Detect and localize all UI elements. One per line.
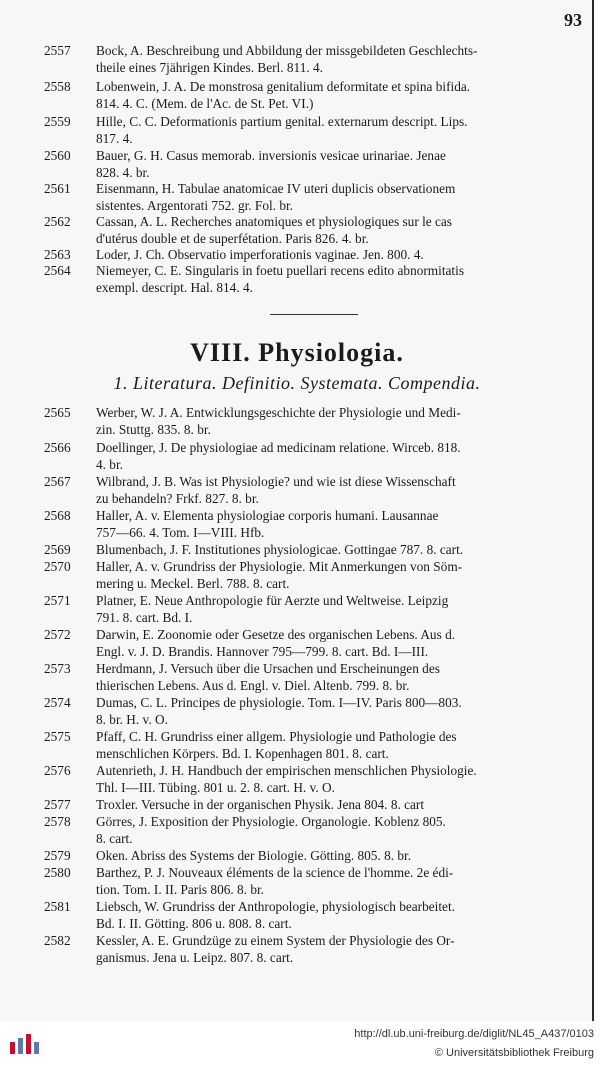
entry-text: Bock, A. Beschreibung und Abbildung der missgebildeten Geschlechts- theile eines 7jährigen Kindes. Berl. 811. 4.: [96, 43, 478, 75]
entry-number: 2575: [44, 729, 71, 744]
entry-text: Haller, A. v. Grundriss der Physiologie. Mit Anmerkungen von Söm- mering u. Meckel. Berl. 788. 8. cart.: [96, 559, 463, 591]
entry-number: 2559: [44, 114, 71, 129]
entry-text: Niemeyer, C. E. Singularis in foetu puellari recens edito abnormitatis exempl. descript. Hal. 814. 4.: [96, 263, 464, 295]
bibliography-entry: [44, 694, 588, 728]
entry-text: Dumas, C. L. Principes de physiologie. Tom. I—IV. Paris 800—803. 8. br. H. v. O.: [96, 695, 462, 727]
bibliography-entry: [44, 864, 588, 898]
bibliography-entry: [44, 507, 588, 541]
entry-text: Görres, J. Exposition der Physiologie. Organologie. Koblenz 805. 8. cart.: [96, 814, 446, 846]
bibliography-entry: [44, 246, 588, 263]
entry-number: 2558: [44, 79, 71, 94]
bibliography-entry: [44, 78, 588, 112]
bibliography-entry: [44, 439, 588, 473]
entry-text: Pfaff, C. H. Grundriss einer allgem. Physiologie und Pathologie des menschlichen Körpers. Bd. I. Kopenhagen 801. 8. cart.: [96, 729, 457, 761]
entry-text: Blumenbach, J. F. Institutiones physiologicae. Gottingae 787. 8. cart.: [96, 542, 464, 557]
entry-number: 2566: [44, 440, 71, 455]
copyright-notice: © Universitätsbibliothek Freiburg: [434, 1047, 594, 1059]
entry-text: Oken. Abriss des Systems der Biologie. Götting. 805. 8. br.: [96, 848, 412, 863]
entry-text: Herdmann, J. Versuch über die Ursachen und Erscheinungen des thierischen Lebens. Aus d. Engl. v. Diel. Altenb. 799. 8. br.: [96, 661, 440, 693]
entry-number: 2578: [44, 814, 71, 829]
bibliography-entry: [44, 147, 588, 181]
section-divider: [270, 314, 358, 315]
bibliography-entry: [44, 404, 588, 438]
bibliography-entry: [44, 213, 588, 247]
entry-number: 2565: [44, 405, 71, 420]
entry-number: 2580: [44, 865, 71, 880]
entry-number: 2568: [44, 508, 71, 523]
entry-text: Hille, C. C. Deformationis partium genital. externarum descript. Lips. 817. 4.: [96, 114, 468, 146]
bibliography-entry: [44, 262, 588, 296]
bibliography-entry: [44, 932, 588, 966]
bibliography-entry: [44, 558, 588, 592]
entry-text: Troxler. Versuche in der organischen Physik. Jena 804. 8. cart: [96, 797, 425, 812]
entry-text: Werber, W. J. A. Entwicklungsgeschichte der Physiologie und Medi- zin. Stuttg. 835. 8. br.: [96, 405, 461, 437]
entry-number: 2562: [44, 214, 71, 229]
entry-number: 2582: [44, 933, 71, 948]
entry-number: 2573: [44, 661, 71, 676]
entry-text: Wilbrand, J. B. Was ist Physiologie? und wie ist diese Wissenschaft zu behandeln? Frkf. 827. 8. br.: [96, 474, 456, 506]
entry-text: Loder, J. Ch. Observatio imperforationis vaginae. Jen. 800. 4.: [96, 247, 424, 262]
bibliography-entry: [44, 113, 588, 147]
entry-number: 2570: [44, 559, 71, 574]
bibliography-entry: [44, 847, 588, 864]
entry-number: 2569: [44, 542, 71, 557]
bibliography-entry: [44, 42, 588, 76]
entry-number: 2577: [44, 797, 71, 812]
entry-number: 2563: [44, 247, 71, 262]
section-heading: VIII. Physiologia.: [190, 338, 404, 367]
bibliography-entry: [44, 660, 588, 694]
bibliography-entry: [44, 762, 588, 796]
entry-text: Lobenwein, J. A. De monstrosa genitalium deformitate et spina bifida. 814. 4. C. (Mem. de l'Ac. de St. Pet. VI.): [96, 79, 471, 111]
bibliography-entry: [44, 473, 588, 507]
entry-text: Doellinger, J. De physiologiae ad medicinam relatione. Wirceb. 818. 4. br.: [96, 440, 461, 472]
entry-text: Bauer, G. H. Casus memorab. inversionis vesicae urinariae. Jenae 828. 4. br.: [96, 148, 446, 180]
bibliography-entry: [44, 592, 588, 626]
entry-text: Autenrieth, J. H. Handbuch der empirischen menschlichen Physiologie. Thl. I—III. Tübing. 801 u. 2. 8. cart. H. v. O.: [96, 763, 477, 795]
entry-text: Eisenmann, H. Tabulae anatomicae IV uteri duplicis observationem sistentes. Argentorati 752. gr. Fol. br.: [96, 181, 456, 213]
entry-text: Kessler, A. E. Grundzüge zu einem System der Physiologie des Or- ganismus. Jena u. Leipz. 807. 8. cart.: [96, 933, 455, 965]
bibliography-entry: [44, 180, 588, 214]
entry-number: 2579: [44, 848, 71, 863]
page-number: 93: [564, 10, 582, 30]
entry-number: 2581: [44, 899, 71, 914]
entry-number: 2571: [44, 593, 71, 608]
entry-text: Darwin, E. Zoonomie oder Gesetze des organischen Lebens. Aus d. Engl. v. J. D. Brandis. Hannover 795—799. 8. cart. Bd. I—III.: [96, 627, 456, 659]
bibliography-entry: [44, 813, 588, 847]
bibliography-entry: [44, 796, 588, 813]
bibliography-entry: [44, 728, 588, 762]
entry-text: Haller, A. v. Elementa physiologiae corporis humani. Lausannae 757—66. 4. Tom. I—VIII. Hfb.: [96, 508, 439, 540]
sub-heading: 1. Literatura. Definitio. Systemata. Compendia.: [113, 373, 481, 393]
entry-number: 2572: [44, 627, 71, 642]
entry-number: 2564: [44, 263, 71, 278]
entry-text: Platner, E. Neue Anthropologie für Aerzte und Weltweise. Leipzig 791. 8. cart. Bd. I.: [96, 593, 449, 625]
source-url-link[interactable]: http://dl.ub.uni-freiburg.de/diglit/NL45_A437/0103: [354, 1028, 594, 1040]
entry-number: 2574: [44, 695, 71, 710]
entry-number: 2560: [44, 148, 71, 163]
entry-number: 2557: [44, 43, 71, 58]
bibliography-entry: [44, 626, 588, 660]
entry-number: 2576: [44, 763, 71, 778]
entry-text: Liebsch, W. Grundriss der Anthropologie, physiologisch bearbeitet. Bd. I. II. Götting. 806 u. 808. 8. cart.: [96, 899, 455, 931]
entry-text: Barthez, P. J. Nouveaux éléments de la science de l'homme. 2e édi- tion. Tom. I. II. Paris 806. 8. br.: [96, 865, 454, 897]
university-logo-icon: [8, 1026, 42, 1060]
bibliography-entry: [44, 898, 588, 932]
entry-number: 2567: [44, 474, 71, 489]
entry-number: 2561: [44, 181, 71, 196]
bibliography-entry: [44, 541, 588, 558]
entry-text: Cassan, A. L. Recherches anatomiques et physiologiques sur le cas d'utérus double et de superfétation. Paris 826. 4. br.: [96, 214, 452, 246]
